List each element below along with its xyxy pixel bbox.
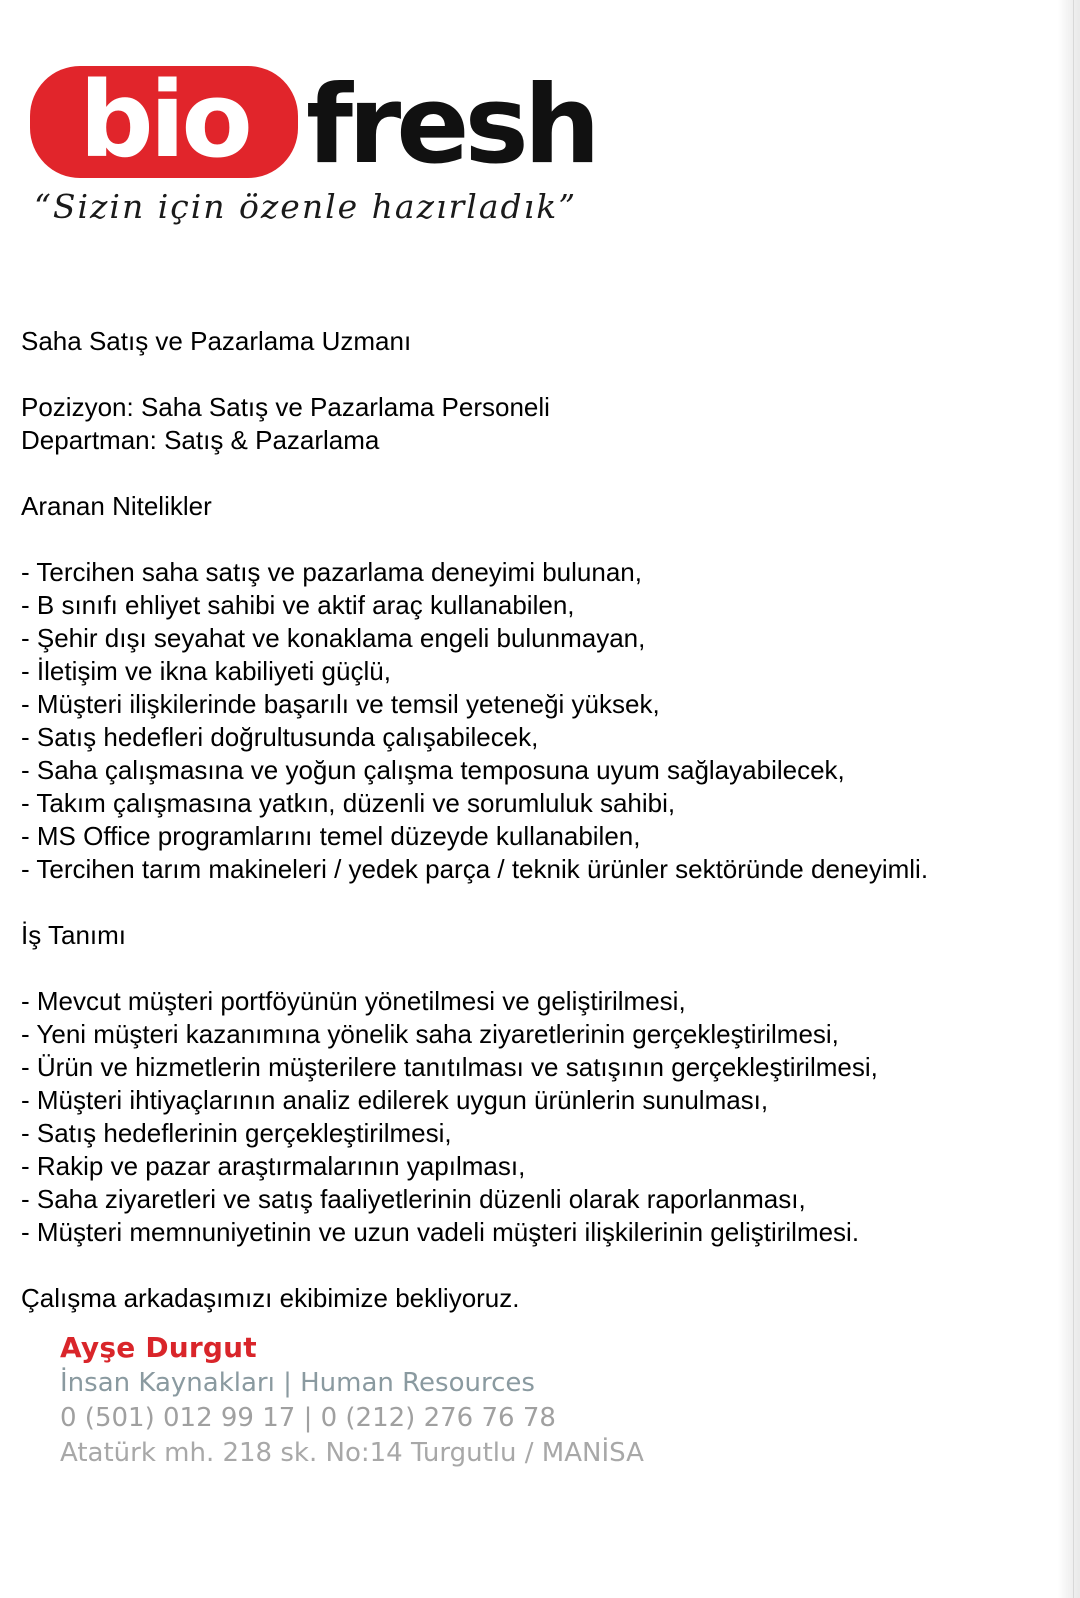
list-item: - Müşteri ilişkilerinde başarılı ve temsil yeteneği yüksek,: [21, 689, 660, 719]
list-item: - Saha çalışmasına ve yoğun çalışma temposuna uyum sağlayabilecek,: [21, 755, 845, 785]
logo-tagline: “Sizin için özenle hazırladık”: [34, 187, 578, 226]
logo-graphic: [24, 60, 704, 240]
qualifications-heading: Aranan Nitelikler: [21, 491, 212, 521]
list-item: - Saha ziyaretleri ve satış faaliyetlerinin düzenli olarak raporlanması,: [21, 1184, 806, 1214]
list-item: - Müşteri ihtiyaçlarının analiz edilerek uygun ürünlerin sunulması,: [21, 1085, 769, 1115]
list-item: - Rakip ve pazar araştırmalarının yapılması,: [21, 1151, 526, 1181]
closing-line: Çalışma arkadaşımızı ekibimize bekliyoruz.: [21, 1283, 520, 1313]
job-description-heading: İş Tanımı: [21, 920, 127, 950]
job-description-list: [21, 985, 1061, 1249]
page-edge-shadow: [1058, 0, 1080, 1598]
logo-text-bio: bio: [79, 60, 249, 181]
list-item: - Mevcut müşteri portföyünün yönetilmesi ve geliştirilmesi,: [21, 986, 686, 1016]
list-item: - Tercihen tarım makineleri / yedek parça / teknik ürünler sektöründe deneyimli.: [21, 854, 929, 884]
signature-address: Atatürk mh. 218 sk. No:14 Turgutlu / MANİSA: [60, 1438, 644, 1468]
list-item: - Satış hedefleri doğrultusunda çalışabilecek,: [21, 722, 539, 752]
email-signature: [60, 1330, 644, 1471]
position-line: Pozizyon: Saha Satış ve Pazarlama Personeli: [21, 392, 550, 422]
list-item: - Tercihen saha satış ve pazarlama deneyimi bulunan,: [21, 557, 642, 587]
logo-text-fresh: fresh: [306, 63, 596, 188]
list-item: - Satış hedeflerinin gerçekleştirilmesi,: [21, 1118, 452, 1148]
list-item: - MS Office programlarını temel düzeyde kullanabilen,: [21, 821, 641, 851]
list-item: - Takım çalışmasına yatkın, düzenli ve sorumluluk sahibi,: [21, 788, 676, 818]
department-line: Departman: Satış & Pazarlama: [21, 425, 380, 455]
list-item: - Şehir dışı seyahat ve konaklama engeli bulunmayan,: [21, 623, 646, 653]
biofresh-logo: [24, 60, 704, 240]
list-item: - İletişim ve ikna kabiliyeti güçlü,: [21, 656, 391, 686]
list-item: - Müşteri memnuniyetinin ve uzun vadeli müşteri ilişkilerinin geliştirilmesi.: [21, 1217, 860, 1247]
qualifications-list: [21, 556, 1061, 886]
job-posting: [21, 325, 1061, 1315]
signature-phones[interactable]: 0 (501) 012 99 17 | 0 (212) 276 76 78: [60, 1403, 556, 1433]
list-item: - Ürün ve hizmetlerin müşterilere tanıtılması ve satışının gerçekleştirilmesi,: [21, 1052, 878, 1082]
signature-name: Ayşe Durgut: [60, 1331, 257, 1364]
list-item: - B sınıfı ehliyet sahibi ve aktif araç kullanabilen,: [21, 590, 575, 620]
posting-title: Saha Satış ve Pazarlama Uzmanı: [21, 326, 412, 356]
signature-department: İnsan Kaynakları | Human Resources: [60, 1368, 535, 1398]
list-item: - Yeni müşteri kazanımına yönelik saha ziyaretlerinin gerçekleştirilmesi,: [21, 1019, 839, 1049]
